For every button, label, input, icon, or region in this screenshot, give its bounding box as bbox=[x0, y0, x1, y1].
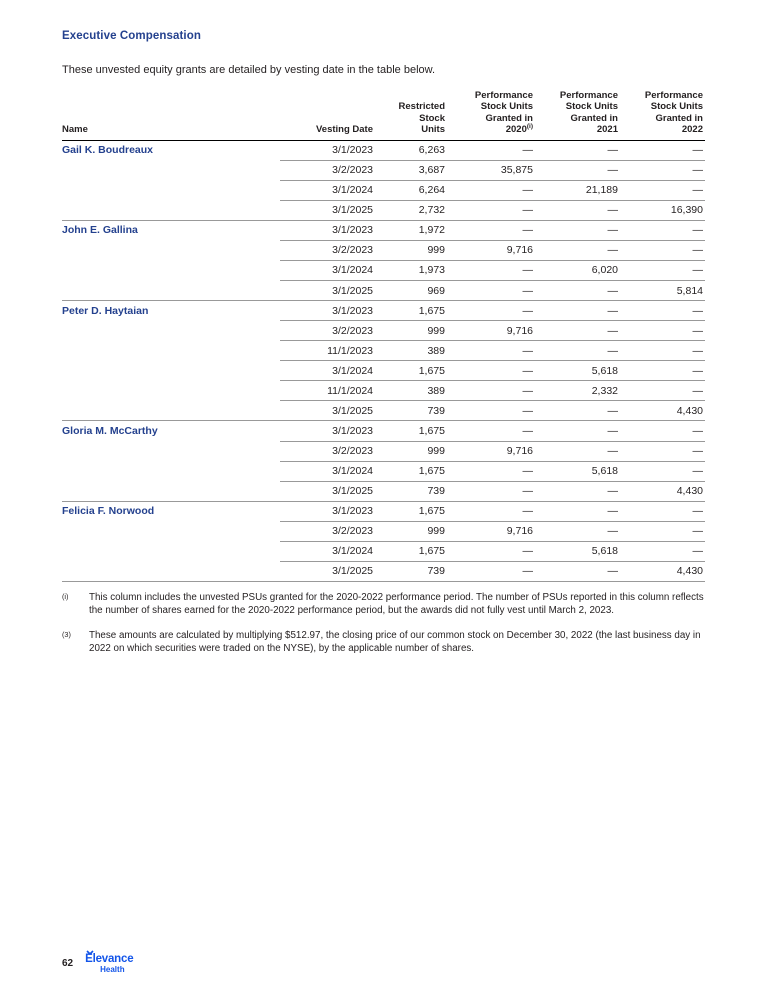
column-header: Performance Stock Units Granted in 2020$^{(i)}$ bbox=[447, 90, 535, 140]
table-body bbox=[62, 140, 705, 581]
vesting-date-cell: 3/2/2023 bbox=[280, 441, 375, 461]
value-cell: — bbox=[447, 381, 535, 401]
logo-wordmark: Elevance bbox=[85, 954, 133, 966]
value-cell: 9,716 bbox=[447, 521, 535, 541]
page-number: 62 bbox=[62, 958, 74, 970]
elevance-logo bbox=[85, 954, 133, 975]
value-cell: — bbox=[447, 481, 535, 501]
equity-grants-table bbox=[62, 90, 705, 582]
vesting-date-cell: 3/1/2023 bbox=[280, 421, 375, 441]
footnotes bbox=[62, 591, 705, 656]
footnote-text: These amounts are calculated by multiplying $512.97, the closing price of our common stock on December 30, 2022 (the last business day in 2022 on which securities were traded on the NYSE), by the applicable number of shares. bbox=[89, 629, 701, 655]
value-cell: 16,390 bbox=[620, 200, 705, 220]
value-cell: 1,675 bbox=[375, 361, 447, 381]
value-cell: 4,430 bbox=[620, 481, 705, 501]
value-cell: — bbox=[447, 341, 535, 361]
value-cell: — bbox=[447, 421, 535, 441]
value-cell: — bbox=[535, 561, 620, 581]
value-cell: — bbox=[620, 381, 705, 401]
value-cell: 9,716 bbox=[447, 240, 535, 260]
value-cell: — bbox=[620, 541, 705, 561]
value-cell: 1,973 bbox=[375, 260, 447, 280]
value-cell: 999 bbox=[375, 521, 447, 541]
value-cell: 4,430 bbox=[620, 561, 705, 581]
vesting-date-cell: 3/1/2024 bbox=[280, 180, 375, 200]
footnote-marker: (i) bbox=[62, 591, 69, 601]
value-cell: — bbox=[535, 140, 620, 160]
vesting-date-cell: 3/1/2024 bbox=[280, 541, 375, 561]
value-cell: 1,972 bbox=[375, 220, 447, 240]
vesting-date-cell: 11/1/2024 bbox=[280, 381, 375, 401]
value-cell: — bbox=[620, 321, 705, 341]
value-cell: — bbox=[447, 200, 535, 220]
vesting-date-cell: 3/1/2023 bbox=[280, 301, 375, 321]
footnote-text: This column includes the unvested PSUs granted for the 2020-2022 performance period. The number of PSUs reported in this column reflects the number of shares earned for the 2020-2022 performance period, but the awards did not fully vest until March 2, 2023. bbox=[89, 591, 704, 617]
value-cell: 9,716 bbox=[447, 441, 535, 461]
vesting-date-cell: 3/1/2025 bbox=[280, 200, 375, 220]
logo-accent-icon bbox=[86, 950, 94, 955]
value-cell: 6,264 bbox=[375, 180, 447, 200]
value-cell: — bbox=[535, 401, 620, 421]
value-cell: — bbox=[447, 561, 535, 581]
value-cell: — bbox=[535, 321, 620, 341]
value-cell: — bbox=[620, 521, 705, 541]
value-cell: 4,430 bbox=[620, 401, 705, 421]
footnote-marker: (3) bbox=[62, 629, 71, 639]
value-cell: — bbox=[535, 521, 620, 541]
column-header: Restricted Stock Units bbox=[375, 90, 447, 140]
value-cell: 1,675 bbox=[375, 301, 447, 321]
value-cell: — bbox=[535, 341, 620, 361]
executive-name: Gloria M. McCarthy bbox=[62, 421, 280, 501]
table-row bbox=[62, 140, 705, 160]
value-cell: 1,675 bbox=[375, 501, 447, 521]
value-cell: 1,675 bbox=[375, 541, 447, 561]
value-cell: — bbox=[535, 441, 620, 461]
executive-name: Gail K. Boudreaux bbox=[62, 140, 280, 220]
table-row bbox=[62, 220, 705, 240]
value-cell: — bbox=[620, 180, 705, 200]
intro-text: These unvested equity grants are detailed by vesting date in the table below. bbox=[62, 64, 436, 76]
page-footer bbox=[62, 954, 133, 975]
value-cell: — bbox=[447, 220, 535, 240]
vesting-date-cell: 3/1/2025 bbox=[280, 401, 375, 421]
value-cell: — bbox=[447, 260, 535, 280]
value-cell: — bbox=[535, 220, 620, 240]
footnote bbox=[62, 629, 705, 656]
value-cell: 2,732 bbox=[375, 200, 447, 220]
section-title: Executive Compensation bbox=[62, 30, 201, 42]
value-cell: — bbox=[447, 301, 535, 321]
value-cell: — bbox=[447, 541, 535, 561]
vesting-date-cell: 3/2/2023 bbox=[280, 521, 375, 541]
vesting-date-cell: 3/2/2023 bbox=[280, 160, 375, 180]
value-cell: — bbox=[535, 160, 620, 180]
vesting-date-cell: 3/1/2023 bbox=[280, 220, 375, 240]
table-row bbox=[62, 501, 705, 521]
vesting-date-cell: 3/2/2023 bbox=[280, 321, 375, 341]
value-cell: 35,875 bbox=[447, 160, 535, 180]
column-header: Performance Stock Units Granted in 2021 bbox=[535, 90, 620, 140]
value-cell: — bbox=[620, 421, 705, 441]
vesting-date-cell: 3/1/2023 bbox=[280, 501, 375, 521]
value-cell: — bbox=[535, 421, 620, 441]
value-cell: — bbox=[620, 461, 705, 481]
value-cell: 6,263 bbox=[375, 140, 447, 160]
value-cell: — bbox=[535, 200, 620, 220]
value-cell: 5,618 bbox=[535, 361, 620, 381]
vesting-date-cell: 3/1/2025 bbox=[280, 481, 375, 501]
value-cell: — bbox=[620, 361, 705, 381]
value-cell: — bbox=[447, 401, 535, 421]
value-cell: 389 bbox=[375, 381, 447, 401]
value-cell: 999 bbox=[375, 321, 447, 341]
value-cell: — bbox=[447, 140, 535, 160]
column-header: Vesting Date bbox=[280, 90, 375, 140]
value-cell: 9,716 bbox=[447, 321, 535, 341]
value-cell: — bbox=[620, 240, 705, 260]
value-cell: 999 bbox=[375, 240, 447, 260]
value-cell: — bbox=[620, 301, 705, 321]
table-row bbox=[62, 421, 705, 441]
value-cell: — bbox=[620, 260, 705, 280]
value-cell: 739 bbox=[375, 481, 447, 501]
value-cell: — bbox=[535, 501, 620, 521]
value-cell: — bbox=[447, 361, 535, 381]
footnote bbox=[62, 591, 705, 618]
table-row bbox=[62, 301, 705, 321]
vesting-date-cell: 3/1/2024 bbox=[280, 461, 375, 481]
value-cell: — bbox=[620, 140, 705, 160]
value-cell: 739 bbox=[375, 401, 447, 421]
value-cell: 5,814 bbox=[620, 281, 705, 301]
executive-name: Peter D. Haytaian bbox=[62, 301, 280, 421]
value-cell: — bbox=[447, 281, 535, 301]
value-cell: — bbox=[620, 220, 705, 240]
value-cell: 6,020 bbox=[535, 260, 620, 280]
vesting-date-cell: 3/1/2025 bbox=[280, 561, 375, 581]
vesting-date-cell: 11/1/2023 bbox=[280, 341, 375, 361]
value-cell: 999 bbox=[375, 441, 447, 461]
value-cell: 3,687 bbox=[375, 160, 447, 180]
value-cell: — bbox=[535, 301, 620, 321]
vesting-date-cell: 3/2/2023 bbox=[280, 240, 375, 260]
value-cell: 739 bbox=[375, 561, 447, 581]
value-cell: — bbox=[535, 481, 620, 501]
value-cell: 1,675 bbox=[375, 461, 447, 481]
executive-name: John E. Gallina bbox=[62, 220, 280, 300]
logo-subtext: Health bbox=[100, 965, 125, 974]
column-header: Performance Stock Units Granted in 2022 bbox=[620, 90, 705, 140]
executive-name: Felicia F. Norwood bbox=[62, 501, 280, 581]
value-cell: 389 bbox=[375, 341, 447, 361]
value-cell: — bbox=[447, 180, 535, 200]
vesting-date-cell: 3/1/2023 bbox=[280, 140, 375, 160]
value-cell: — bbox=[447, 461, 535, 481]
value-cell: — bbox=[447, 501, 535, 521]
value-cell: 5,618 bbox=[535, 541, 620, 561]
value-cell: 21,189 bbox=[535, 180, 620, 200]
vesting-date-cell: 3/1/2024 bbox=[280, 260, 375, 280]
value-cell: — bbox=[620, 160, 705, 180]
value-cell: 1,675 bbox=[375, 421, 447, 441]
table-header-row bbox=[62, 90, 705, 140]
value-cell: — bbox=[620, 441, 705, 461]
value-cell: — bbox=[535, 281, 620, 301]
value-cell: — bbox=[535, 240, 620, 260]
value-cell: — bbox=[620, 501, 705, 521]
column-header: Name bbox=[62, 90, 280, 140]
value-cell: 5,618 bbox=[535, 461, 620, 481]
vesting-date-cell: 3/1/2024 bbox=[280, 361, 375, 381]
vesting-date-cell: 3/1/2025 bbox=[280, 281, 375, 301]
value-cell: 2,332 bbox=[535, 381, 620, 401]
value-cell: — bbox=[620, 341, 705, 361]
value-cell: 969 bbox=[375, 281, 447, 301]
